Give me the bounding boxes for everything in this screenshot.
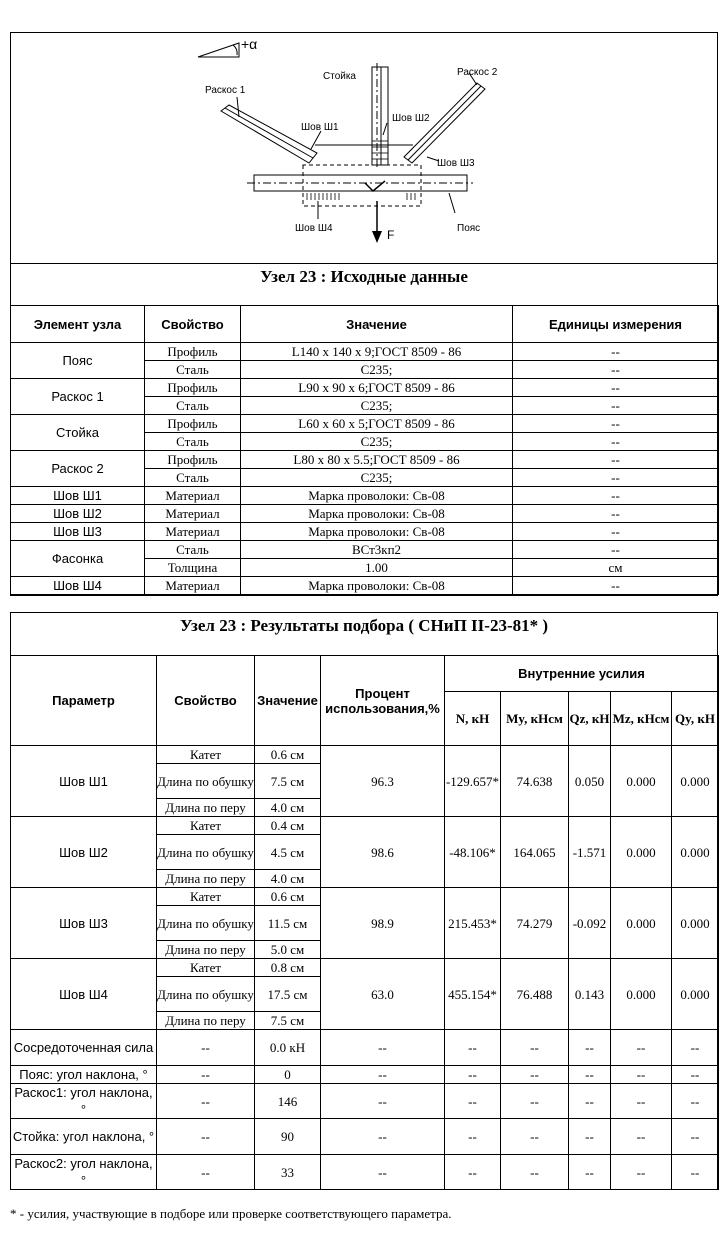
param-cell: Шов Ш3 bbox=[11, 888, 157, 959]
qy-cell: 0.000 bbox=[672, 817, 719, 888]
prop-cell: Катет bbox=[157, 746, 255, 764]
table-row bbox=[11, 959, 719, 977]
qz-cell: -1.571 bbox=[569, 817, 611, 888]
my-cell: -- bbox=[501, 1066, 569, 1084]
table-row bbox=[11, 505, 719, 523]
qz-cell: 0.050 bbox=[569, 746, 611, 817]
label-raskos2: Раскос 2 bbox=[457, 67, 498, 78]
percent-cell: 98.9 bbox=[321, 888, 445, 959]
results-table-body bbox=[11, 746, 719, 1190]
footnote: * - усилия, участвующие в подборе или проверке соответствующего параметра. bbox=[10, 1206, 452, 1221]
my-cell: 74.279 bbox=[501, 888, 569, 959]
prop-cell: Длина по перу bbox=[157, 1012, 255, 1030]
n-cell: -- bbox=[445, 1066, 501, 1084]
label-stoyka: Стойка bbox=[323, 71, 356, 82]
percent-cell: -- bbox=[321, 1119, 445, 1155]
value-cell: 90 bbox=[255, 1119, 321, 1155]
label-shov1: Шов Ш1 bbox=[301, 122, 339, 133]
n-cell: -- bbox=[445, 1155, 501, 1190]
percent-cell: -- bbox=[321, 1084, 445, 1119]
property-cell: Материал bbox=[145, 487, 241, 505]
col-header-unit: Единицы измерения bbox=[513, 306, 719, 343]
value-cell: 0.6 см bbox=[255, 746, 321, 764]
table-row bbox=[11, 415, 719, 433]
results-title: Узел 23 : Результаты подбора ( СНиП II-23-81* ) bbox=[179, 616, 549, 635]
value-cell: 0.8 см bbox=[255, 959, 321, 977]
table-row bbox=[11, 487, 719, 505]
property-cell: Материал bbox=[145, 505, 241, 523]
param-cell: Сосредоточенная сила bbox=[11, 1030, 157, 1066]
element-cell: Шов Ш2 bbox=[11, 505, 145, 523]
property-cell: -- bbox=[157, 1084, 255, 1119]
value-cell: 0.4 см bbox=[255, 817, 321, 835]
col-header-Qy: Qy, кН bbox=[672, 692, 719, 746]
qz-cell: -- bbox=[569, 1030, 611, 1066]
qy-cell: -- bbox=[672, 1119, 719, 1155]
force-arrow-icon bbox=[372, 231, 382, 243]
param-cell: Раскос1: угол наклона, ° bbox=[11, 1084, 157, 1119]
input-data-panel bbox=[10, 32, 718, 596]
mz-cell: -- bbox=[611, 1155, 672, 1190]
value-cell: 7.5 см bbox=[255, 1012, 321, 1030]
table-row bbox=[11, 817, 719, 835]
my-cell: -- bbox=[501, 1084, 569, 1119]
percent-cell: -- bbox=[321, 1066, 445, 1084]
qz-cell: -- bbox=[569, 1084, 611, 1119]
value-cell: 146 bbox=[255, 1084, 321, 1119]
element-cell: Шов Ш3 bbox=[11, 523, 145, 541]
col-header-forces: Внутренние усилия bbox=[445, 656, 719, 692]
unit-cell: -- bbox=[513, 469, 719, 487]
col-header-param: Параметр bbox=[11, 656, 157, 746]
property-cell: Сталь bbox=[145, 397, 241, 415]
value-cell: 5.0 см bbox=[255, 941, 321, 959]
mz-cell: -- bbox=[611, 1066, 672, 1084]
mz-cell: 0.000 bbox=[611, 959, 672, 1030]
n-cell: -- bbox=[445, 1119, 501, 1155]
value-cell: 17.5 см bbox=[255, 977, 321, 1012]
property-cell: -- bbox=[157, 1119, 255, 1155]
unit-cell: -- bbox=[513, 577, 719, 595]
angle-label: +α bbox=[241, 36, 258, 52]
table-row bbox=[11, 1119, 719, 1155]
n-cell: -129.657* bbox=[445, 746, 501, 817]
table-row bbox=[11, 379, 719, 397]
col-header-property: Свойство bbox=[145, 306, 241, 343]
my-cell: 164.065 bbox=[501, 817, 569, 888]
n-cell: -- bbox=[445, 1030, 501, 1066]
qy-cell: 0.000 bbox=[672, 746, 719, 817]
prop-cell: Катет bbox=[157, 888, 255, 906]
qy-cell: -- bbox=[672, 1030, 719, 1066]
value-cell: Марка проволоки: Св-08 bbox=[241, 505, 513, 523]
percent-cell: 96.3 bbox=[321, 746, 445, 817]
value-cell: C235; bbox=[241, 397, 513, 415]
table-row bbox=[11, 343, 719, 361]
property-cell: Сталь bbox=[145, 433, 241, 451]
value-cell: 4.0 см bbox=[255, 870, 321, 888]
n-cell: 215.453* bbox=[445, 888, 501, 959]
table-row bbox=[11, 1066, 719, 1084]
qz-cell: -0.092 bbox=[569, 888, 611, 959]
mz-cell: -- bbox=[611, 1084, 672, 1119]
value-cell: C235; bbox=[241, 361, 513, 379]
col-header-N: N, кН bbox=[445, 692, 501, 746]
angle-indicator-icon bbox=[198, 43, 239, 57]
unit-cell: см bbox=[513, 559, 719, 577]
table-row bbox=[11, 577, 719, 595]
col-header-percent: Процент использования,% bbox=[321, 656, 445, 746]
gusset-plate bbox=[303, 165, 421, 206]
property-cell: -- bbox=[157, 1066, 255, 1084]
qz-cell: 0.143 bbox=[569, 959, 611, 1030]
value-cell: Марка проволоки: Св-08 bbox=[241, 487, 513, 505]
label-raskos1: Раскос 1 bbox=[205, 85, 246, 96]
label-shov4: Шов Ш4 bbox=[295, 223, 333, 234]
my-cell: 76.488 bbox=[501, 959, 569, 1030]
n-cell: -48.106* bbox=[445, 817, 501, 888]
prop-cell: Длина по обушку bbox=[157, 977, 255, 1012]
table-row bbox=[11, 523, 719, 541]
input-title: Узел 23 : Исходные данные bbox=[11, 263, 717, 305]
value-cell: 0.6 см bbox=[255, 888, 321, 906]
value-cell: 11.5 см bbox=[255, 906, 321, 941]
value-cell: ВСт3кп2 bbox=[241, 541, 513, 559]
value-cell: C235; bbox=[241, 433, 513, 451]
input-table-body bbox=[11, 343, 719, 595]
unit-cell: -- bbox=[513, 415, 719, 433]
col-header-Qz: Qz, кН bbox=[569, 692, 611, 746]
label-shov2: Шов Ш2 bbox=[392, 113, 430, 124]
qy-cell: -- bbox=[672, 1066, 719, 1084]
prop-cell: Катет bbox=[157, 959, 255, 977]
qy-cell: -- bbox=[672, 1084, 719, 1119]
value-cell: 4.5 см bbox=[255, 835, 321, 870]
unit-cell: -- bbox=[513, 505, 719, 523]
property-cell: Профиль bbox=[145, 343, 241, 361]
value-cell: L90 x 90 x 6;ГОСТ 8509 - 86 bbox=[241, 379, 513, 397]
element-cell: Раскос 2 bbox=[11, 451, 145, 487]
value-cell: Марка проволоки: Св-08 bbox=[241, 577, 513, 595]
col-header-value: Значение bbox=[241, 306, 513, 343]
qy-cell: 0.000 bbox=[672, 888, 719, 959]
node-sketch bbox=[11, 33, 717, 263]
post-shape bbox=[372, 67, 388, 165]
col-header-Mz: Mz, кНсм bbox=[611, 692, 672, 746]
property-cell: Толщина bbox=[145, 559, 241, 577]
percent-cell: -- bbox=[321, 1155, 445, 1190]
qz-cell: -- bbox=[569, 1119, 611, 1155]
param-cell: Пояс: угол наклона, ° bbox=[11, 1066, 157, 1084]
unit-cell: -- bbox=[513, 343, 719, 361]
prop-cell: Длина по обушку bbox=[157, 906, 255, 941]
property-cell: Профиль bbox=[145, 379, 241, 397]
element-cell: Стойка bbox=[11, 415, 145, 451]
percent-cell: 98.6 bbox=[321, 817, 445, 888]
col-header-prop: Свойство bbox=[157, 656, 255, 746]
col-header-element: Элемент узла bbox=[11, 306, 145, 343]
value-cell: L140 x 140 x 9;ГОСТ 8509 - 86 bbox=[241, 343, 513, 361]
element-cell: Шов Ш4 bbox=[11, 577, 145, 595]
percent-cell: -- bbox=[321, 1030, 445, 1066]
input-table bbox=[10, 305, 719, 595]
element-cell: Фасонка bbox=[11, 541, 145, 577]
n-cell: -- bbox=[445, 1084, 501, 1119]
col-header-value: Значение bbox=[255, 656, 321, 746]
property-cell: Сталь bbox=[145, 541, 241, 559]
value-cell: C235; bbox=[241, 469, 513, 487]
table-row bbox=[11, 451, 719, 469]
mz-cell: 0.000 bbox=[611, 817, 672, 888]
mz-cell: 0.000 bbox=[611, 746, 672, 817]
value-cell: L60 x 60 x 5;ГОСТ 8509 - 86 bbox=[241, 415, 513, 433]
value-cell: 0.0 кН bbox=[255, 1030, 321, 1066]
unit-cell: -- bbox=[513, 451, 719, 469]
unit-cell: -- bbox=[513, 379, 719, 397]
property-cell: Сталь bbox=[145, 361, 241, 379]
param-cell: Стойка: угол наклона, ° bbox=[11, 1119, 157, 1155]
unit-cell: -- bbox=[513, 541, 719, 559]
my-cell: -- bbox=[501, 1030, 569, 1066]
results-table bbox=[10, 655, 719, 1190]
element-cell: Раскос 1 bbox=[11, 379, 145, 415]
element-cell: Пояс bbox=[11, 343, 145, 379]
mz-cell: 0.000 bbox=[611, 888, 672, 959]
property-cell: -- bbox=[157, 1030, 255, 1066]
qy-cell: -- bbox=[672, 1155, 719, 1190]
element-cell: Шов Ш1 bbox=[11, 487, 145, 505]
table-row bbox=[11, 746, 719, 764]
qz-cell: -- bbox=[569, 1155, 611, 1190]
label-shov3: Шов Ш3 bbox=[437, 158, 475, 169]
results-panel bbox=[10, 612, 718, 1190]
value-cell: 33 bbox=[255, 1155, 321, 1190]
value-cell: L80 x 80 x 5.5;ГОСТ 8509 - 86 bbox=[241, 451, 513, 469]
mz-cell: -- bbox=[611, 1030, 672, 1066]
prop-cell: Длина по обушку bbox=[157, 764, 255, 799]
unit-cell: -- bbox=[513, 433, 719, 451]
prop-cell: Катет bbox=[157, 817, 255, 835]
my-cell: 74.638 bbox=[501, 746, 569, 817]
property-cell: -- bbox=[157, 1155, 255, 1190]
prop-cell: Длина по перу bbox=[157, 870, 255, 888]
prop-cell: Длина по перу bbox=[157, 799, 255, 817]
prop-cell: Длина по перу bbox=[157, 941, 255, 959]
percent-cell: 63.0 bbox=[321, 959, 445, 1030]
unit-cell: -- bbox=[513, 487, 719, 505]
param-cell: Шов Ш1 bbox=[11, 746, 157, 817]
value-cell: Марка проволоки: Св-08 bbox=[241, 523, 513, 541]
value-cell: 4.0 см bbox=[255, 799, 321, 817]
label-force: F bbox=[387, 228, 395, 242]
property-cell: Профиль bbox=[145, 415, 241, 433]
label-poyas: Пояс bbox=[457, 223, 481, 234]
unit-cell: -- bbox=[513, 523, 719, 541]
table-row bbox=[11, 888, 719, 906]
col-header-My: My, кНсм bbox=[501, 692, 569, 746]
prop-cell: Длина по обушку bbox=[157, 835, 255, 870]
unit-cell: -- bbox=[513, 397, 719, 415]
table-row bbox=[11, 1030, 719, 1066]
param-cell: Шов Ш2 bbox=[11, 817, 157, 888]
property-cell: Профиль bbox=[145, 451, 241, 469]
qz-cell: -- bbox=[569, 1066, 611, 1084]
unit-cell: -- bbox=[513, 361, 719, 379]
table-row bbox=[11, 1155, 719, 1190]
property-cell: Материал bbox=[145, 577, 241, 595]
my-cell: -- bbox=[501, 1155, 569, 1190]
param-cell: Раскос2: угол наклона, ° bbox=[11, 1155, 157, 1190]
qy-cell: 0.000 bbox=[672, 959, 719, 1030]
value-cell: 1.00 bbox=[241, 559, 513, 577]
property-cell: Сталь bbox=[145, 469, 241, 487]
my-cell: -- bbox=[501, 1119, 569, 1155]
value-cell: 7.5 см bbox=[255, 764, 321, 799]
table-row bbox=[11, 541, 719, 559]
param-cell: Шов Ш4 bbox=[11, 959, 157, 1030]
table-row bbox=[11, 1084, 719, 1119]
value-cell: 0 bbox=[255, 1066, 321, 1084]
property-cell: Материал bbox=[145, 523, 241, 541]
mz-cell: -- bbox=[611, 1119, 672, 1155]
n-cell: 455.154* bbox=[445, 959, 501, 1030]
